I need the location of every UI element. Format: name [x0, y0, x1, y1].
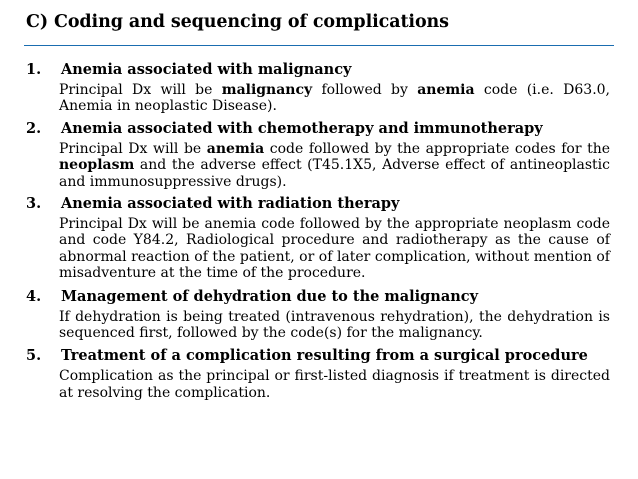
item-number: 1. — [26, 61, 42, 78]
list-item — [26, 194, 610, 282]
item-body: If dehydration is being treated (intravenous rehydration), the dehydration is sequenced first, followed by the code(s) for the malignancy. — [59, 308, 610, 342]
item-number: 2. — [26, 119, 42, 137]
item-body: Principal Dx will be anemia code followed by the appropriate neoplasm code and code Y84.2, Radiological procedure and radiotherapy as the cause of abnormal reaction of the patient, or of later complication, without mention of misadventure at the time of the procedure. — [59, 216, 610, 282]
item-heading — [26, 287, 610, 306]
item-heading-text: Management of dehydration due to the malignancy — [61, 287, 479, 305]
list-item — [26, 287, 610, 342]
title-underline — [24, 45, 614, 46]
item-heading-text: Anemia associated with malignancy — [61, 61, 352, 78]
item-heading — [26, 194, 610, 213]
list-item — [26, 60, 610, 115]
item-heading-text: Anemia associated with radiation therapy — [61, 195, 400, 213]
item-number: 4. — [26, 287, 42, 305]
item-heading — [26, 60, 610, 79]
item-number: 5. — [26, 347, 42, 365]
item-body: Complication as the principal or first-listed diagnosis if treatment is directed at resolving the complication. — [59, 368, 610, 401]
item-heading-text: Treatment of a complication resulting from a surgical procedure — [61, 347, 588, 365]
item-number: 3. — [26, 195, 42, 213]
item-heading — [26, 346, 610, 365]
slide-title: C) Coding and sequencing of complications — [26, 12, 449, 32]
item-heading-text: Anemia associated with chemotherapy and immunotherapy — [61, 119, 543, 137]
list-item — [26, 119, 610, 190]
numbered-list — [26, 60, 610, 401]
list-item — [26, 346, 610, 401]
item-heading — [26, 119, 610, 138]
item-body: Principal Dx will be malignancy followed by anemia code (i.e. D63.0, Anemia in neoplastic Disease). — [59, 82, 611, 115]
item-body: Principal Dx will be anemia code followed by the appropriate codes for the neoplasm and the adverse effect (T45.1X5, Adverse effect of antineoplastic and immunosuppressive drugs). — [59, 140, 611, 190]
